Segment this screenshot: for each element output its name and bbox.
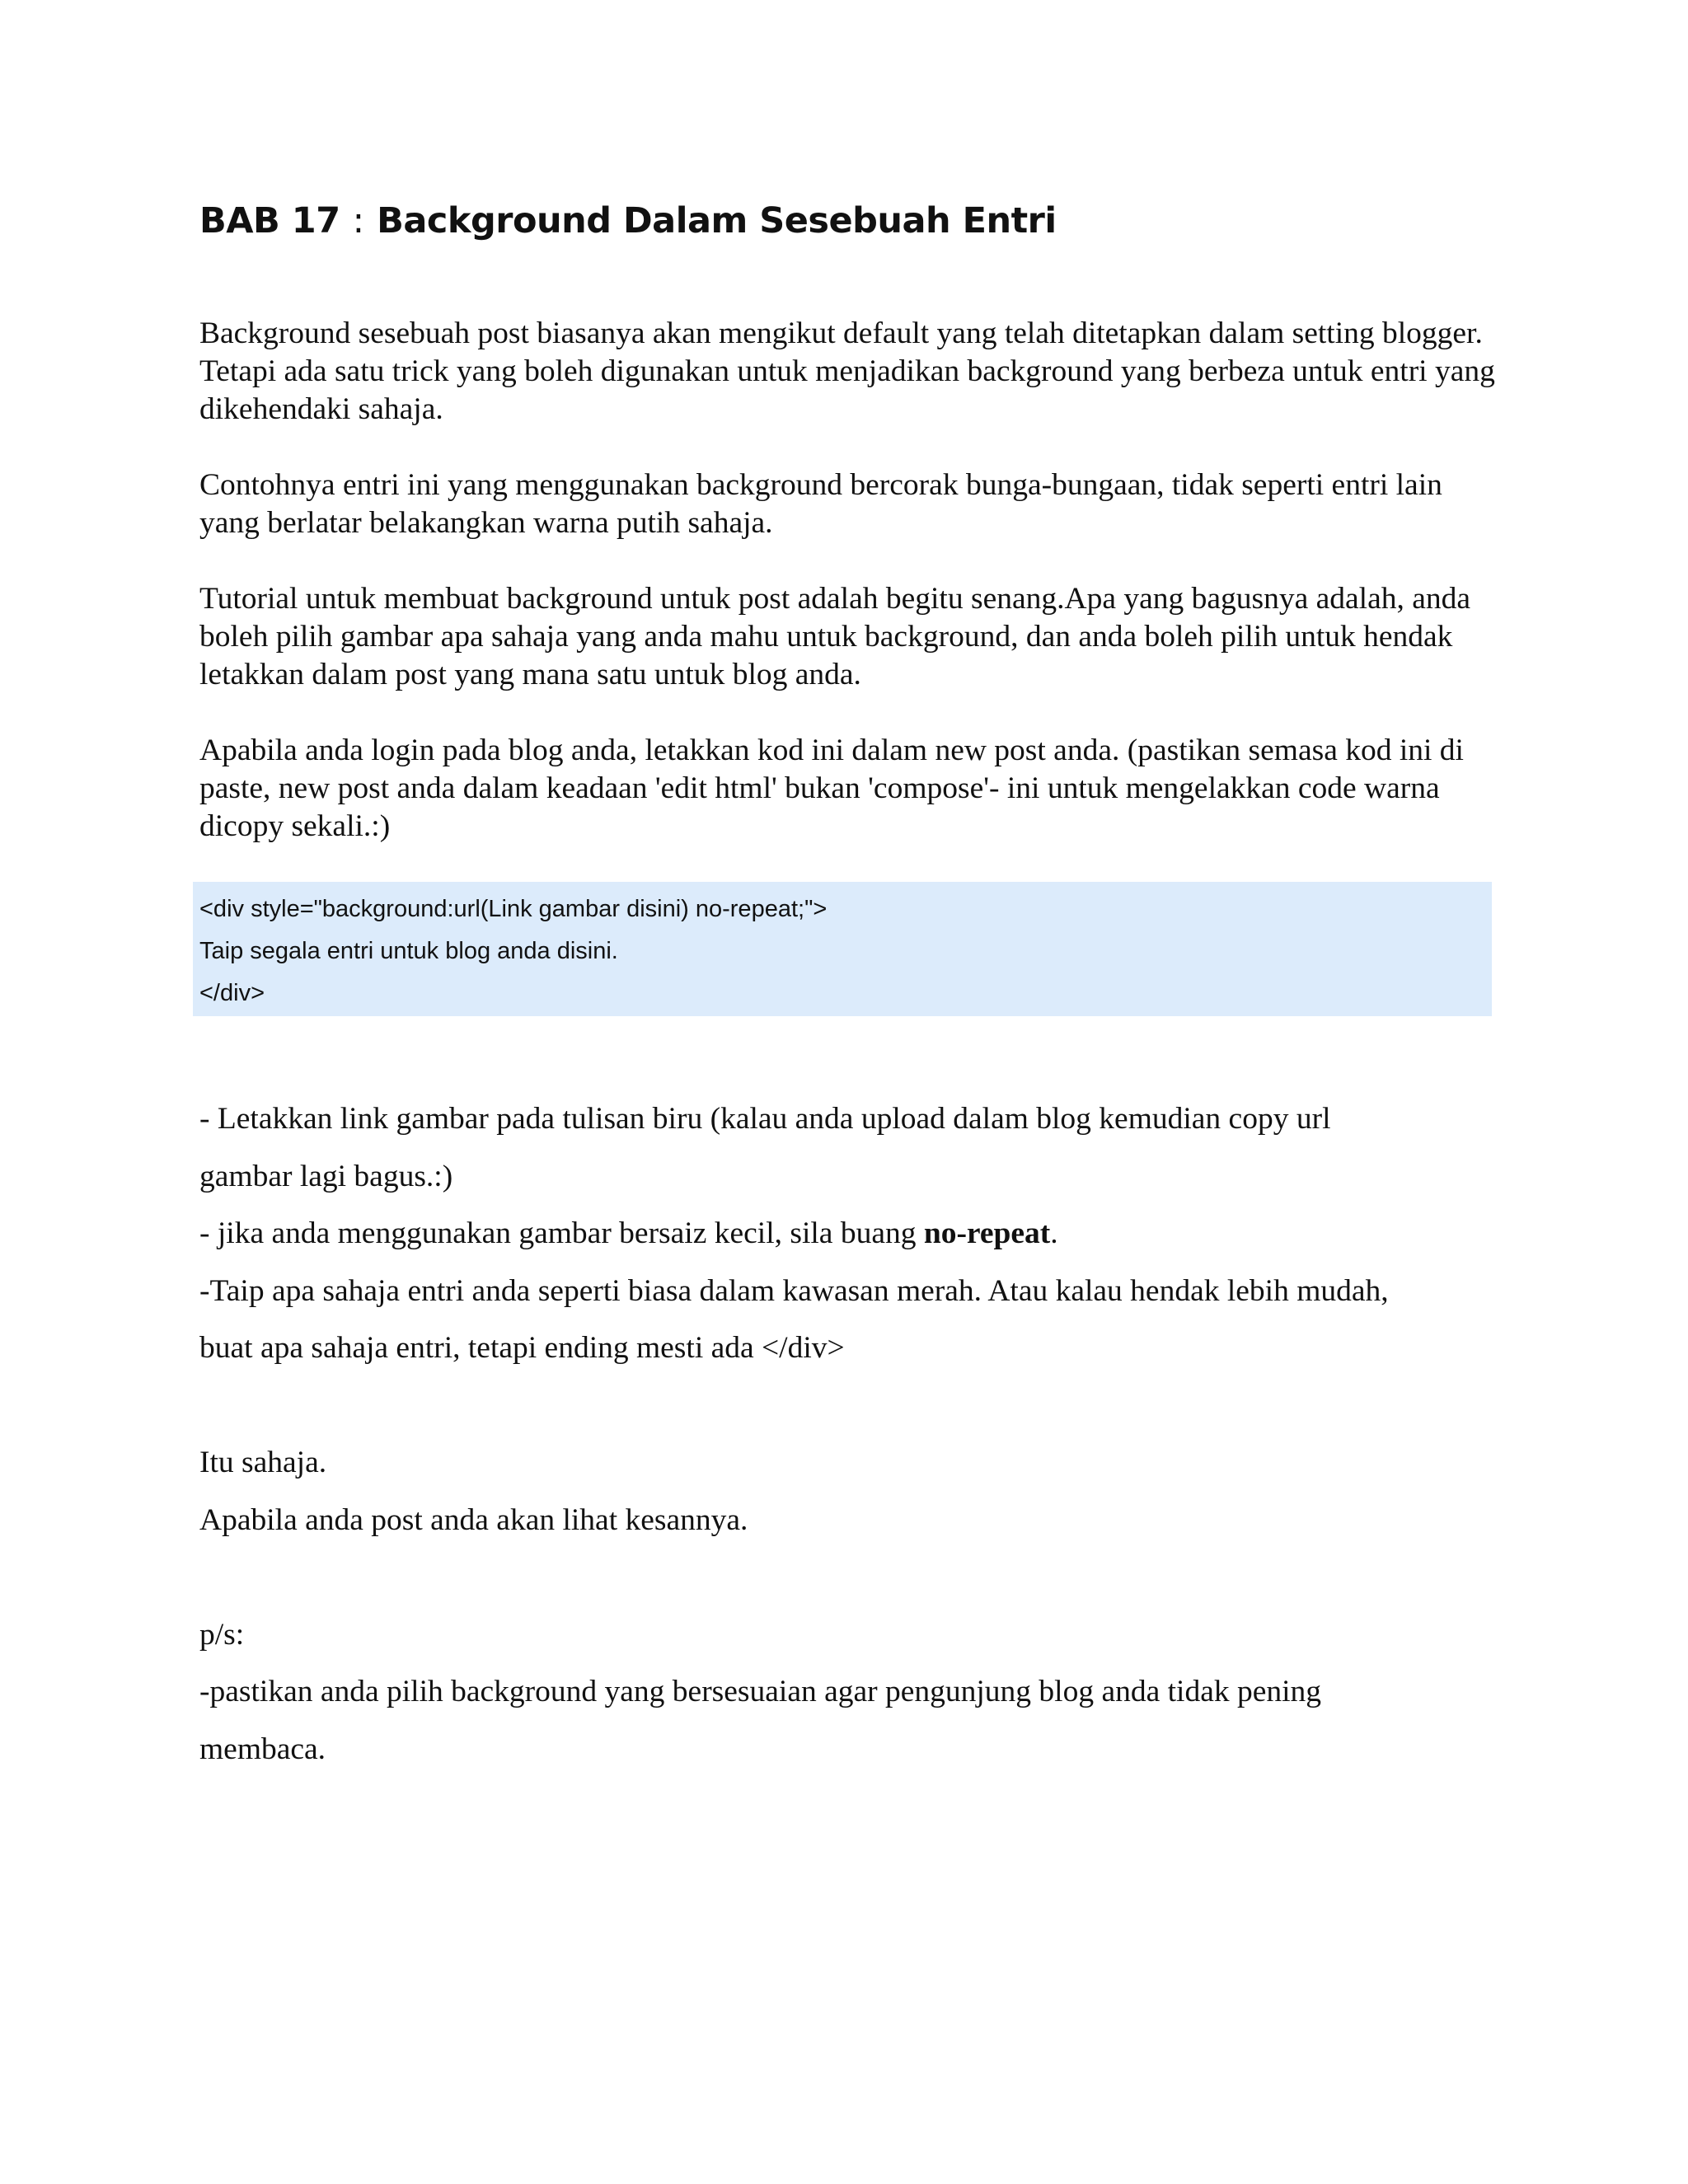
intro-paragraph: Background sesebuah post biasanya akan mengikut default yang telah ditetapkan dalam setting blogger. Tetapi ada satu trick yang boleh digunakan untuk menjadikan background yang berbeza untuk entri yang dikehendaki sahaja.: [199, 316, 1495, 426]
chapter-number: BAB 17: [199, 200, 340, 241]
note-line: [199, 1205, 1502, 1263]
notes-section: [199, 1090, 1502, 1778]
tutorial-paragraph: Tutorial untuk membuat background untuk post adalah begitu senang.Apa yang bagusnya adalah, anda boleh pilih gambar apa sahaja yang anda mahu untuk background, dan anda boleh pilih untuk hendak letakkan dalam post yang mana satu untuk blog anda.: [199, 582, 1471, 691]
note-line: gambar lagi bagus.:): [199, 1159, 453, 1193]
ps-line: membaca.: [199, 1732, 326, 1766]
spacer: [199, 1549, 1502, 1606]
code-line: </div>: [199, 980, 265, 1006]
note-text: .: [1050, 1216, 1058, 1250]
code-line: <div style="background:url(Link gambar disini) no-repeat;">: [199, 896, 828, 922]
chapter-heading-text: Background Dalam Sesebuah Entri: [377, 200, 1057, 241]
no-repeat-keyword: no-repeat: [923, 1216, 1051, 1250]
closing-line: Apabila anda post anda akan lihat kesannya.: [199, 1502, 748, 1537]
closing-line: Itu sahaja.: [199, 1446, 327, 1479]
spacer: [199, 1377, 1502, 1435]
code-snippet-box: [193, 882, 1492, 1016]
document-content: [199, 194, 1502, 1778]
example-paragraph: Contohnya entri ini yang menggunakan background bercorak bunga-bungaan, tidak seperti entri lain yang berlatar belakangkan warna putih sahaja.: [199, 468, 1442, 540]
chapter-title: [199, 194, 1502, 247]
ps-line: -pastikan anda pilih background yang bersesuaian agar pengunjung blog anda tidak pening: [199, 1675, 1322, 1708]
ps-label: p/s:: [199, 1617, 245, 1652]
code-line: Taip segala entri untuk blog anda disini.: [199, 938, 618, 964]
note-line: buat apa sahaja entri, tetapi ending mesti ada </div>: [199, 1331, 845, 1365]
note-text: - jika anda menggunakan gambar bersaiz kecil, sila buang: [199, 1216, 924, 1250]
note-line: -Taip apa sahaja entri anda seperti biasa dalam kawasan merah. Atau kalau hendak lebih mudah,: [199, 1273, 1389, 1308]
title-separator: :: [352, 200, 365, 241]
instruction-paragraph: Apabila anda login pada blog anda, letakkan kod ini dalam new post anda. (pastikan semasa kod ini di paste, new post anda dalam keadaan 'edit html' bukan 'compose'- ini untuk mengelakkan code warna dicopy sekali.:): [199, 733, 1464, 843]
note-line: - Letakkan link gambar pada tulisan biru (kalau anda upload dalam blog kemudian copy url: [199, 1102, 1331, 1136]
